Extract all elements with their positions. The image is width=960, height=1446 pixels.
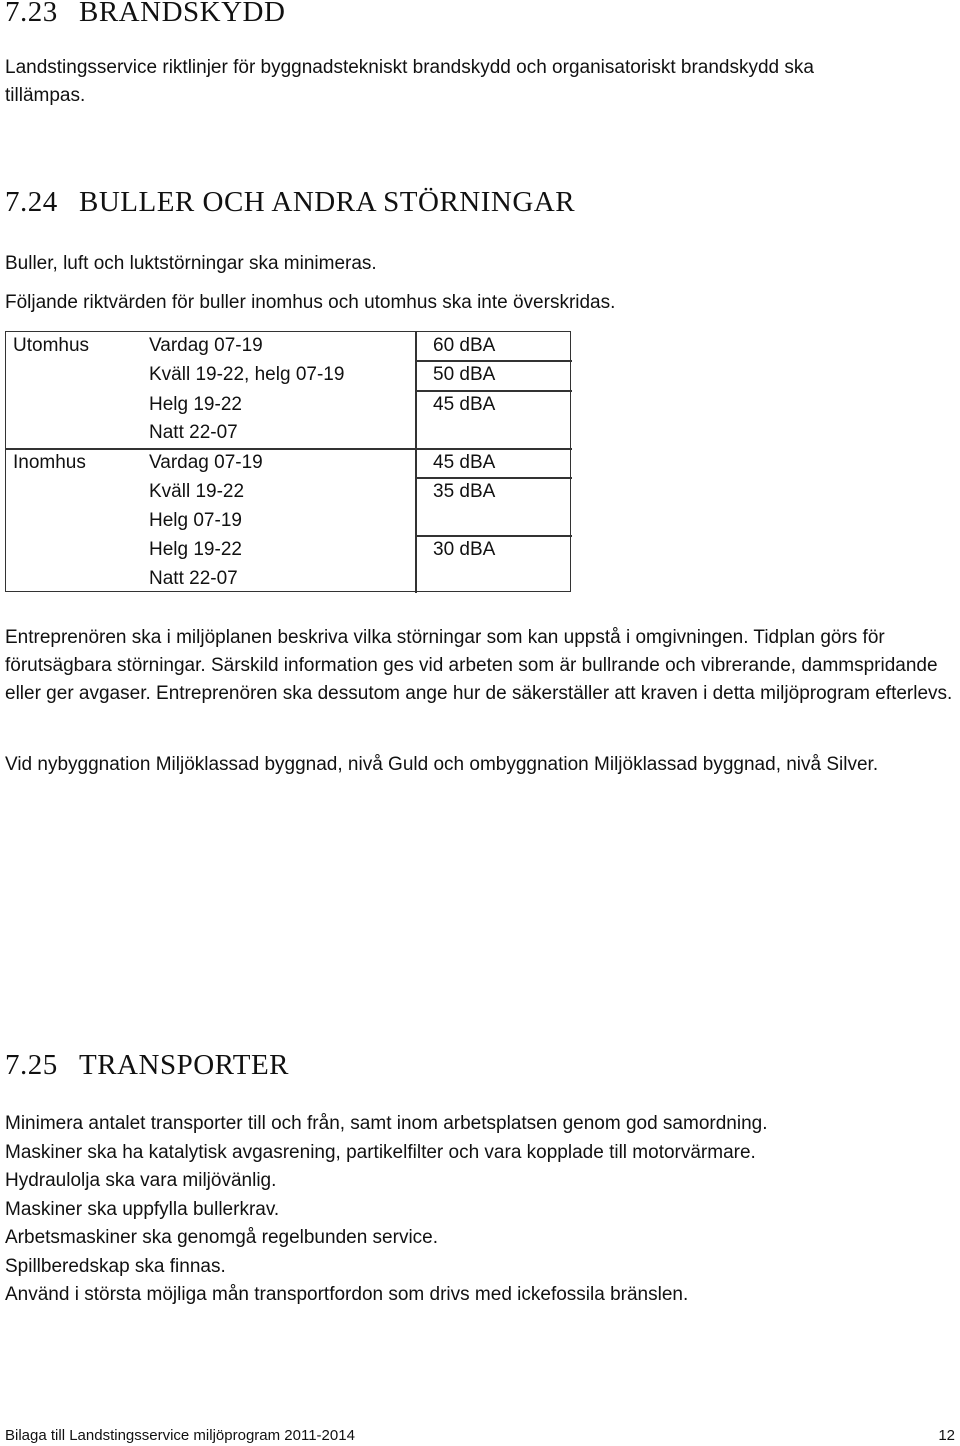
paragraph-buller-line2: Följande riktvärden för buller inomhus och utomhus ska inte överskridas.	[5, 292, 616, 313]
paragraph-miljoplan: Entreprenören ska i miljöplanen beskriva vilka störningar som kan uppstå i omgivningen. Tidplan görs för förutsägbara störningar. Särskild information ges vid arbeten som är bullrande och vibrerande, dammspridande eller ger avgaser. Entreprenören ska dessutom ange hur de säkerställer att kraven i detta miljöprogram efterlevs.	[5, 627, 953, 704]
row-value: 30 dBA	[433, 539, 496, 560]
list-item: Maskiner ska ha katalytisk avgasrening, partikelfilter och vara kopplade till motorvärmare.	[5, 1141, 756, 1163]
section-title: BULLER OCH ANDRA STÖRNINGAR	[79, 186, 576, 218]
section-number: 7.25	[5, 1049, 58, 1081]
table-row	[5, 418, 572, 447]
list-item: Spillberedskap ska finnas.	[5, 1255, 226, 1277]
section-number: 7.24	[5, 186, 58, 218]
table-row	[5, 390, 572, 419]
row-location: Utomhus	[13, 335, 90, 356]
transport-list	[5, 1110, 768, 1310]
list-item: Hydraulolja ska vara miljövänlig.	[5, 1170, 277, 1191]
paragraph-buller-line1: Buller, luft och luktstörningar ska minimeras.	[5, 253, 377, 274]
page-number: 12	[938, 1427, 955, 1444]
row-time: Natt 22-07	[149, 422, 238, 443]
table-row	[5, 506, 572, 535]
list-item: Maskiner ska uppfylla bullerkrav.	[5, 1198, 280, 1220]
row-value: 60 dBA	[433, 335, 496, 356]
noise-table	[5, 331, 572, 593]
table-row	[5, 448, 572, 477]
list-item: Arbetsmaskiner ska genomgå regelbunden service.	[5, 1227, 439, 1248]
row-time: Helg 19-22	[149, 539, 242, 560]
row-time: Helg 19-22	[149, 394, 242, 415]
paragraph-brandskydd-line2: tillämpas.	[5, 85, 86, 106]
section-title: BRANDSKYDD	[79, 0, 286, 28]
paragraph-miljoklassad: Vid nybyggnation Miljöklassad byggnad, nivå Guld och ombyggnation Miljöklassad byggnad, nivå Silver.	[5, 754, 879, 775]
row-time: Vardag 07-19	[149, 452, 263, 473]
row-time: Natt 22-07	[149, 568, 238, 589]
row-time: Vardag 07-19	[149, 335, 263, 356]
row-value: 45 dBA	[433, 394, 496, 415]
table-row	[5, 535, 572, 564]
section-number: 7.23	[5, 0, 58, 28]
list-item: Använd i största möjliga mån transportfordon som drivs med ickefossila bränslen.	[5, 1284, 689, 1305]
section-heading-buller	[5, 186, 575, 219]
row-time: Helg 07-19	[149, 510, 242, 531]
section-heading-transporter	[5, 1049, 289, 1082]
section-title: TRANSPORTER	[79, 1049, 290, 1081]
row-value: 35 dBA	[433, 481, 496, 502]
row-value: 50 dBA	[433, 364, 496, 385]
row-time: Kväll 19-22, helg 07-19	[149, 364, 345, 385]
section-heading-brandskydd	[5, 0, 285, 29]
footer-text: Bilaga till Landstingsservice miljöprogram 2011-2014	[5, 1427, 355, 1444]
table-row	[5, 331, 572, 360]
paragraph-brandskydd-line1: Landstingsservice riktlinjer för byggnadstekniskt brandskydd och organisatoriskt brandskydd ska	[5, 57, 814, 78]
page-footer	[5, 1427, 955, 1444]
row-time: Kväll 19-22	[149, 481, 245, 502]
table-row	[5, 360, 572, 389]
row-location: Inomhus	[13, 452, 86, 473]
table-row	[5, 477, 572, 506]
list-item: Minimera antalet transporter till och från, samt inom arbetsplatsen genom god samordning.	[5, 1113, 768, 1134]
table-row	[5, 564, 572, 593]
row-value: 45 dBA	[433, 452, 496, 473]
